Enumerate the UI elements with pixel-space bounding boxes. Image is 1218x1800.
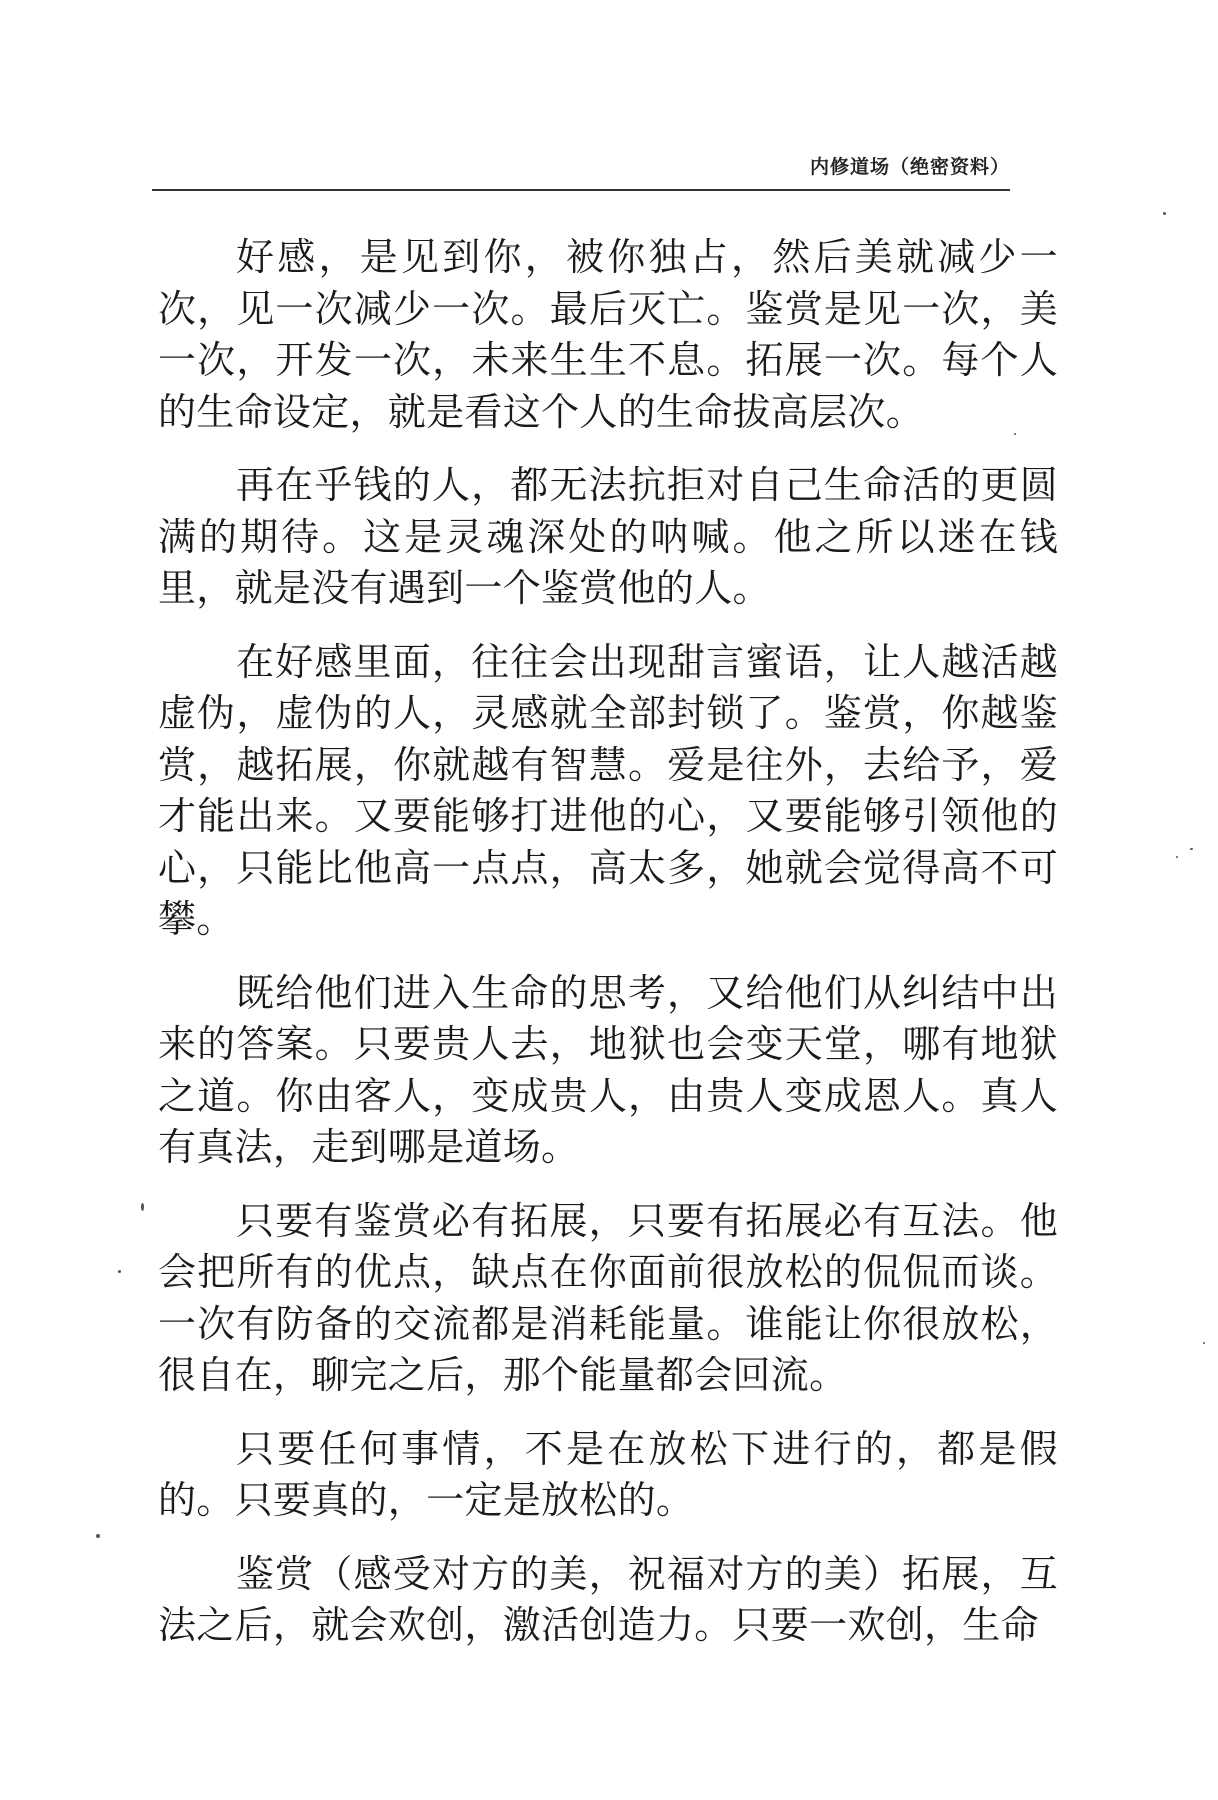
header-rule [152, 189, 1010, 191]
paragraph-3: 在好感里面，往往会出现甜言蜜语，让人越活越虚伪，虚伪的人，灵感就全部封锁了。鉴赏，你越鉴赏，越拓展，你就越有智慧。爱是往外，去给予，爱才能出来。又要能够打进他的心，又要能够引领他的心，只能比他高一点点，高太多，她就会觉得高不可攀。 [158, 639, 1058, 941]
scan-speck [1203, 1342, 1205, 1344]
paragraph-7: 鉴赏（感受对方的美，祝福对方的美）拓展，互法之后，就会欢创，激活创造力。只要一欢创，生命 [158, 1551, 1058, 1647]
scan-speck [1163, 212, 1166, 215]
paragraph-2: 再在乎钱的人，都无法抗拒对自己生命活的更圆满的期待。这是灵魂深处的呐喊。他之所以迷在钱里，就是没有遇到一个鉴赏他的人。 [158, 463, 1058, 610]
running-header: 内修道场（绝密资料） [809, 156, 1010, 178]
body-text [158, 232, 1058, 1674]
paragraph-4: 既给他们进入生命的思考，又给他们从纠结中出来的答案。只要贵人去，地狱也会变天堂，哪有地狱之道。你由客人，变成贵人，由贵人变成恩人。真人有真法，走到哪是道场。 [158, 970, 1058, 1169]
paragraph-1: 好感，是见到你，被你独占，然后美就减少一次，见一次减少一次。最后灭亡。鉴赏是见一次，美一次，开发一次，未来生生不息。拓展一次。每个人的生命设定，就是看这个人的生命拔高层次。 [158, 235, 1058, 434]
scan-speck [141, 1203, 144, 1211]
scan-speck [1014, 433, 1016, 435]
scan-speck [118, 1270, 121, 1273]
scan-speck [96, 1534, 100, 1538]
paragraph-5: 只要有鉴赏必有拓展，只要有拓展必有互法。他会把所有的优点，缺点在你面前很放松的侃侃而谈。一次有防备的交流都是消耗能量。谁能让你很放松，很自在，聊完之后，那个能量都会回流。 [158, 1198, 1058, 1397]
scan-speck [1190, 848, 1193, 850]
scan-speck [1176, 856, 1178, 858]
paragraph-6: 只要任何事情，不是在放松下进行的，都是假的。只要真的，一定是放松的。 [158, 1426, 1058, 1522]
